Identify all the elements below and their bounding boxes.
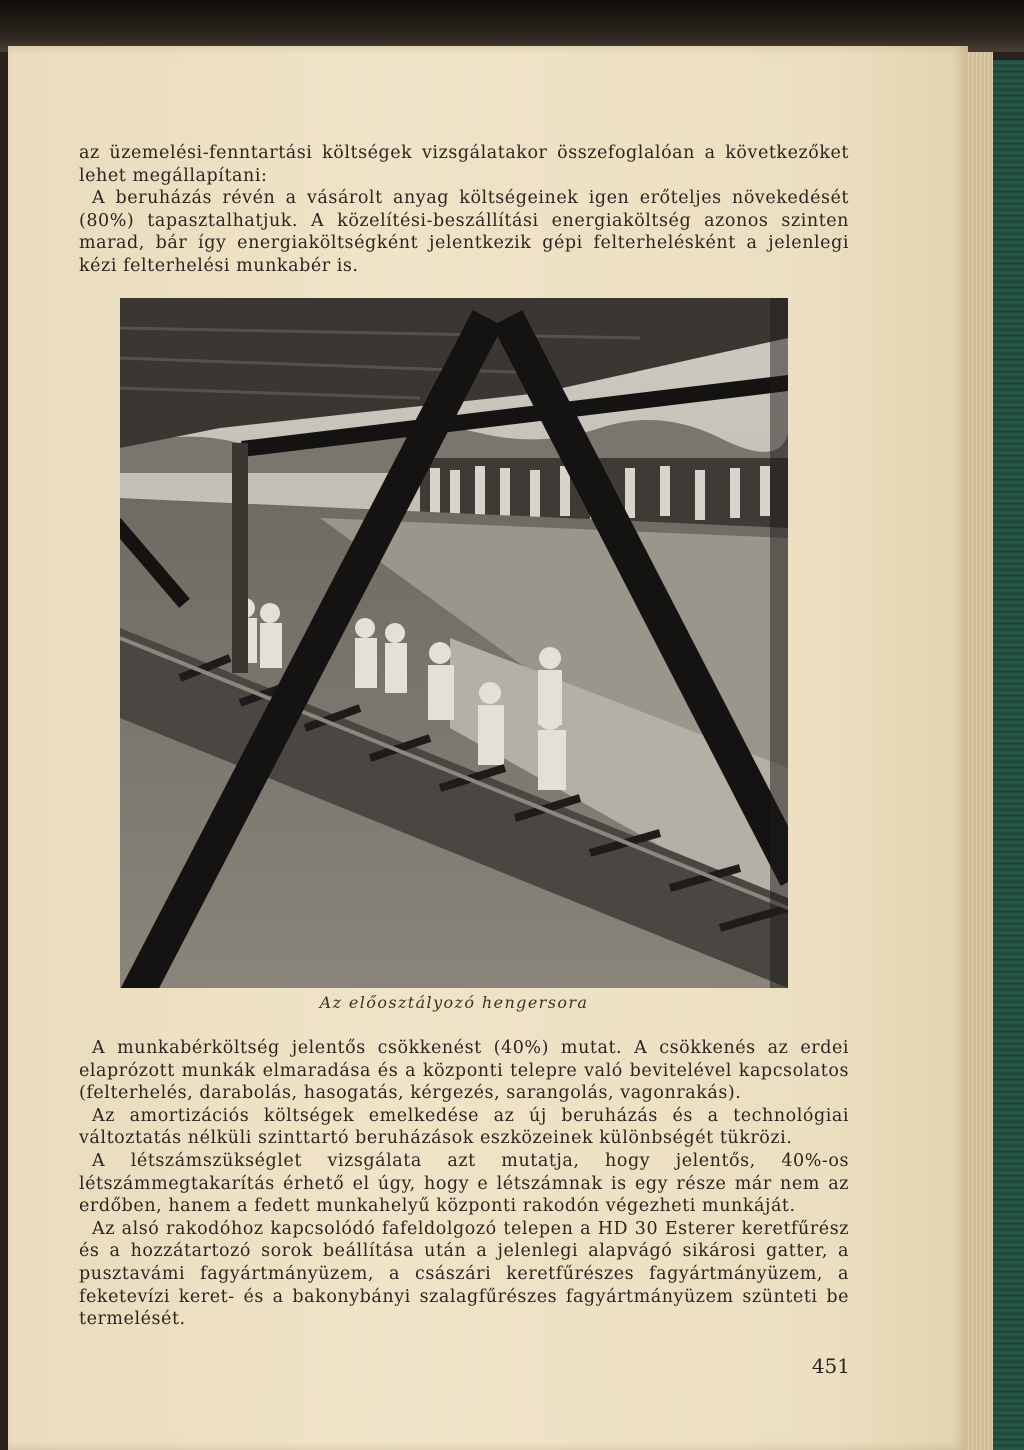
scan-top-edge [0, 0, 1024, 52]
page-stack-edge [965, 52, 993, 1450]
page-number: 451 [811, 1354, 850, 1378]
photo-caption: Az előosztályozó hengersora [319, 993, 589, 1012]
photo-illustration [120, 298, 788, 988]
book-cover-edge [993, 60, 1024, 1450]
paragraph-staffing: A létszámszükséglet vizsgálata azt mutatja, hogy jelentős, 40%-os létszámmegtakarítás érhető el úgy, hogy e létszámnak is egy része már nem az erdőben, hanem a fedett munkahelyű központi rakodón végezheti munkáját. [79, 1150, 849, 1217]
paragraph-amortization: Az amortizációs költségek emelkedése az új beruházás és a technológiai változtatás nélküli szinttartó beruházások eszközeinek különbségét tükrözi. [79, 1105, 849, 1149]
paragraph-sawmill: Az alsó rakodóhoz kapcsolódó fafeldolgozó telepen a HD 30 Esterer keretfűrész és a hozzátartozó sorok beállítása után a jelenlegi alapvágó sikárosi gatter, a pusztavámi fagyártmányüzem, a császári keretfűrészes fagyártmányüzem, a feketevízi keret- és a bakonybányi szalagfűrészes fagyártmányüzem szünteti be termelését. [79, 1218, 849, 1330]
bottom-text [79, 1037, 849, 1331]
paragraph-investment: A beruházás révén a vásárolt anyag költségeinek igen erőteljes növekedését (80%) tapasztalhatjuk. A közelítési-beszállítási energiaköltség azonos szinten marad, bár így energiaköltségként jelentkezik gépi felterhelésként a jelenlegi kézi felterhelési munkabér is. [79, 188, 849, 276]
paragraph-wages: A munkabérköltség jelentős csökkenést (40%) mutat. A csökkenés az erdei elaprózott munkák elmaradása és a központi telepre való bevitelével kapcsolatos (felterhelés, darabolás, hasogatás, kérgezés, sarangolás, vagonrakás). [79, 1038, 849, 1104]
top-text [79, 142, 849, 278]
paragraph-intro: az üzemelési-fenntartási költségek vizsgálatakor összefoglalóan a következőket lehet megállapítani: [79, 143, 849, 186]
photo-roller-line [120, 298, 788, 988]
